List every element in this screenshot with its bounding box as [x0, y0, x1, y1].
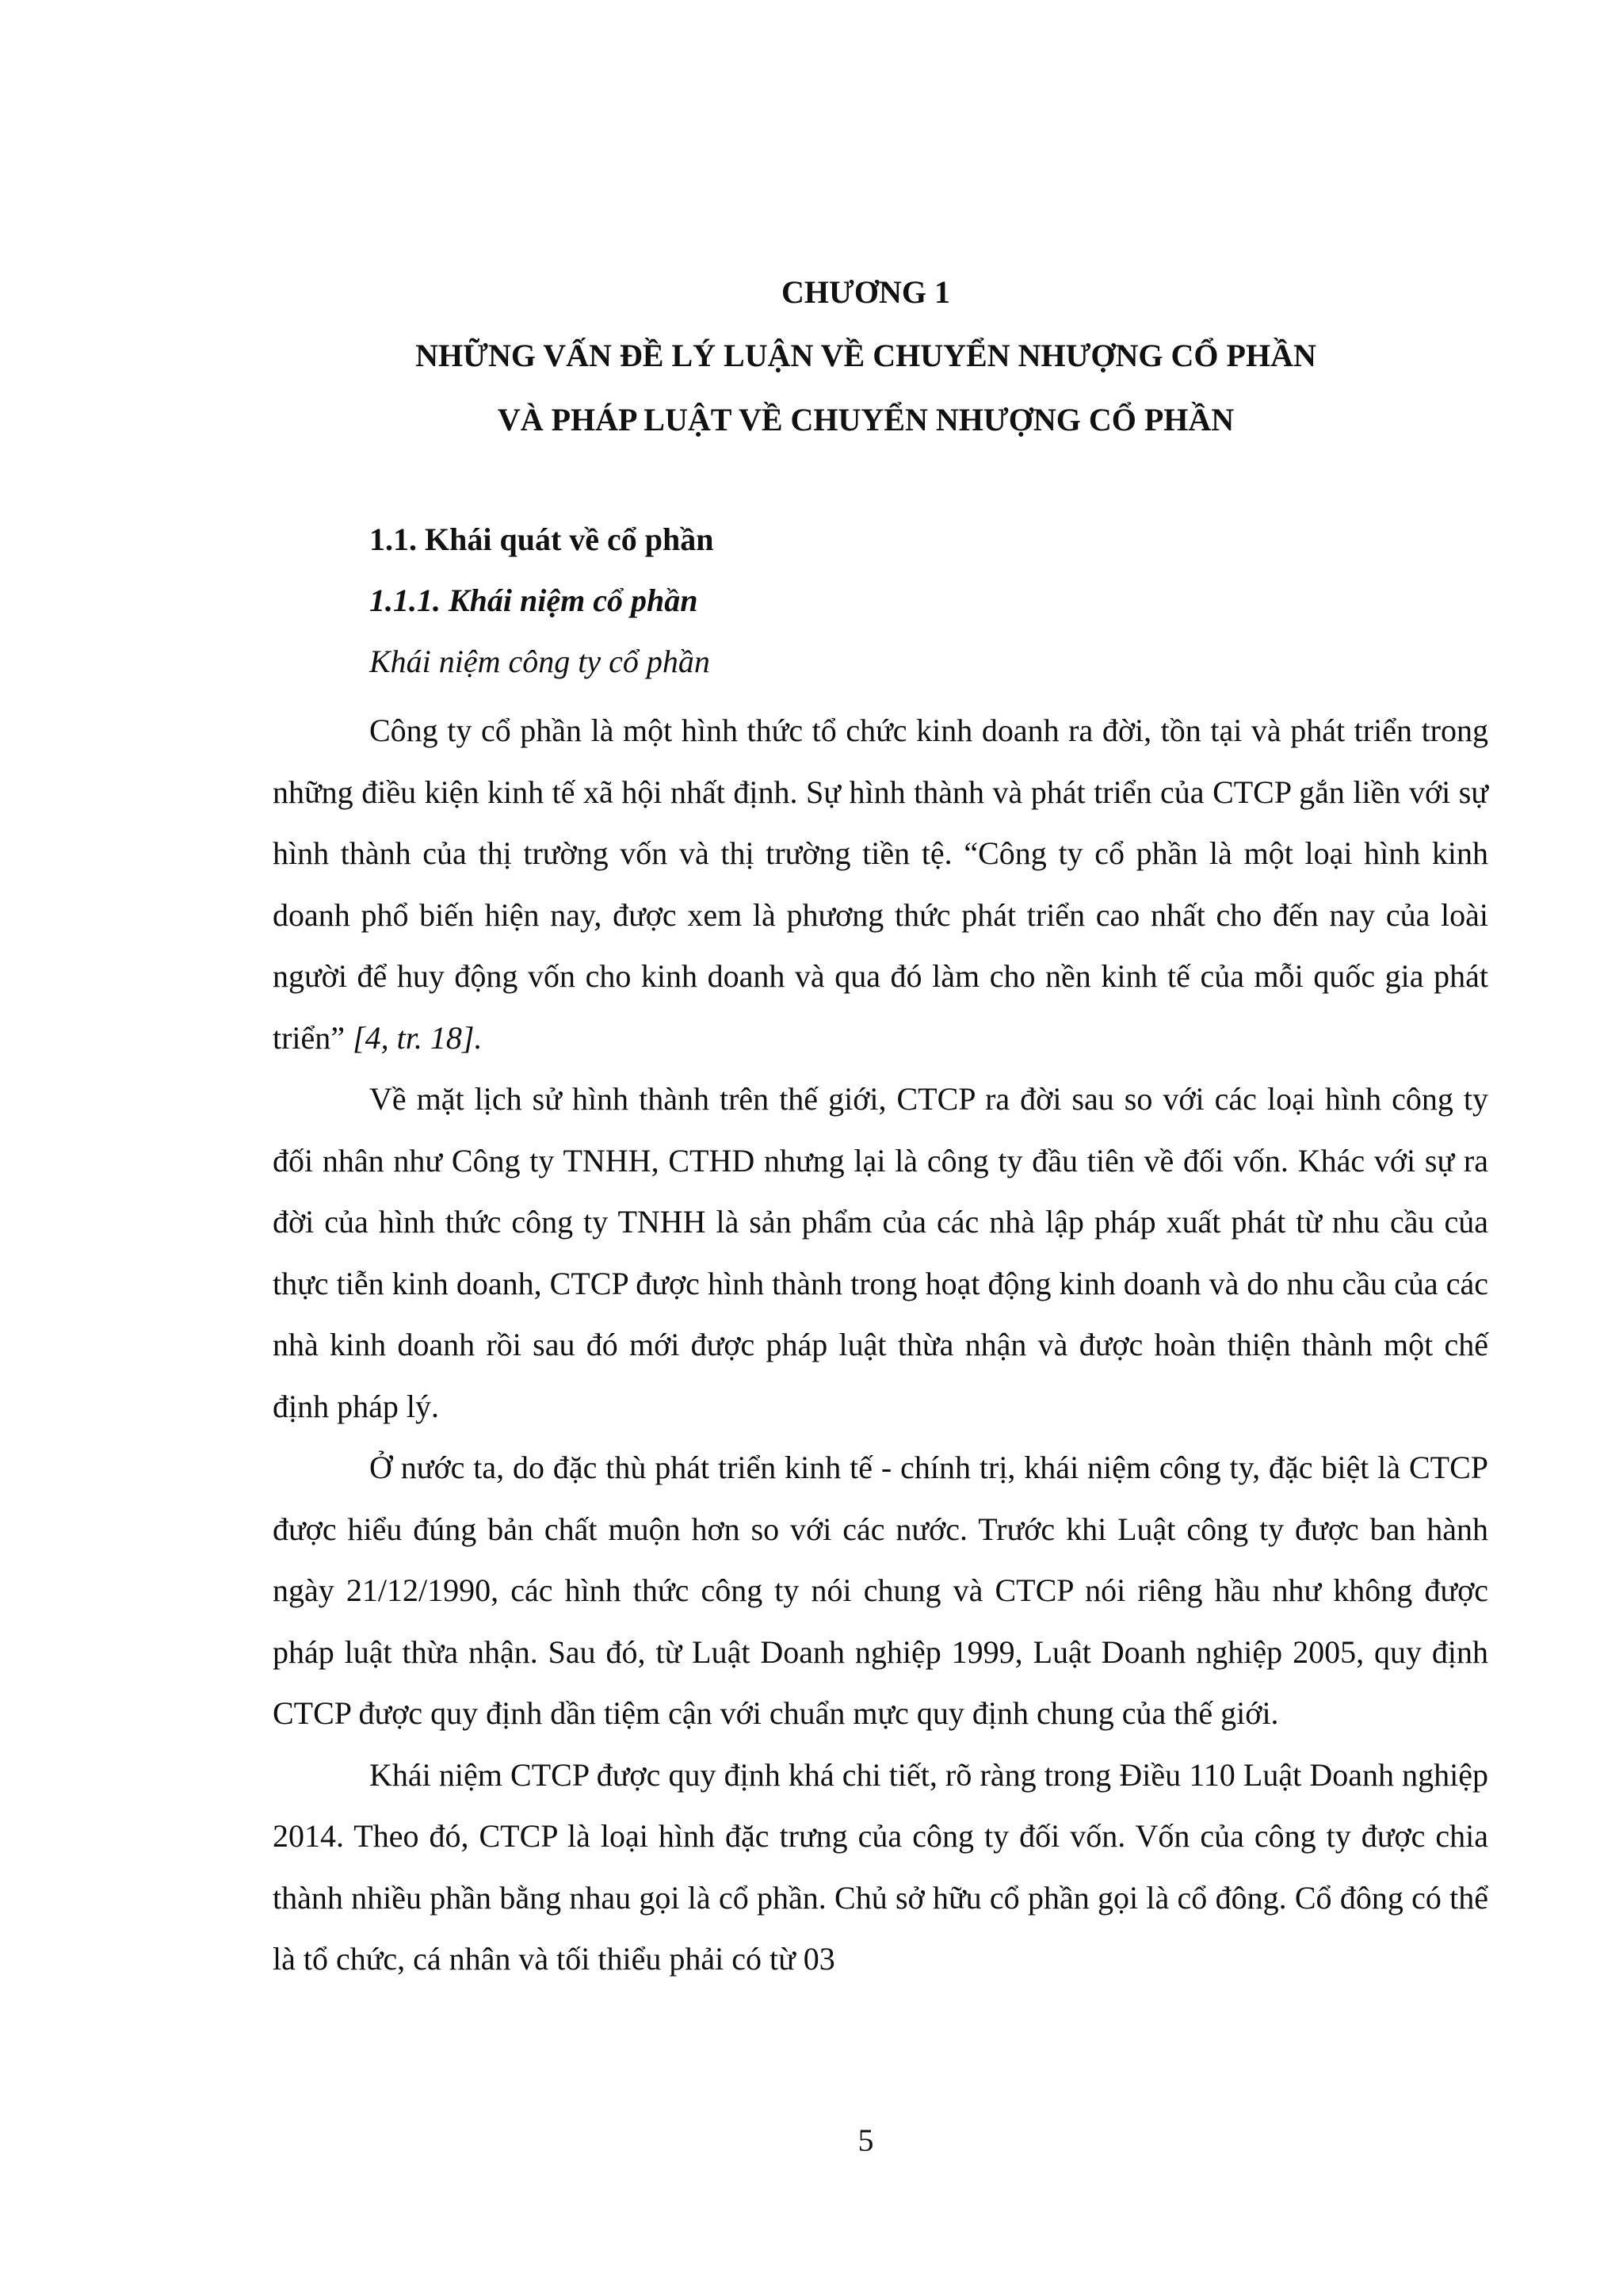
body-text	[273, 700, 1488, 1990]
chapter-number: CHƯƠNG 1	[781, 274, 950, 310]
concept-heading: Khái niệm công ty cổ phần	[369, 644, 710, 679]
paragraph-2: Về mặt lịch sử hình thành trên thế giới, CTCP ra đời sau so với các loại hình công ty đối nhân như Công ty TNHH, CTHD nhưng lại là công ty đầu tiên về đối vốn. Khác với sự ra đời của hình thức công ty TNHH là sản phẩm của các nhà lập pháp xuất phát từ nhu cầu của thực tiễn kinh doanh, CTCP được hình thành trong hoạt động kinh doanh và do nhu cầu của các nhà kinh doanh rồi sau đó mới được pháp luật thừa nhận và được hoàn thiện thành một chế định pháp lý.	[273, 1081, 1488, 1424]
section-heading: 1.1. Khái quát về cổ phần	[369, 521, 714, 557]
citation: [4, tr. 18].	[353, 1019, 483, 1056]
page-number: 5	[857, 2122, 874, 2158]
paragraph-3: Ở nước ta, do đặc thù phát triển kinh tế - chính trị, khái niệm công ty, đặc biệt là CTCP được hiểu đúng bản chất muộn hơn so với các nước. Trước khi Luật công ty được ban hành ngày 21/12/1990, các hình thức công ty nói chung và CTCP nói riêng hầu như không được pháp luật thừa nhận. Sau đó, từ Luật Doanh nghiệp 1999, Luật Doanh nghiệp 2005, quy định CTCP được quy định dần tiệm cận với chuẩn mực quy định chung của thế giới.	[273, 1450, 1488, 1731]
paragraph-4: Khái niệm CTCP được quy định khá chi tiết, rõ ràng trong Điều 110 Luật Doanh nghiệp 2014. Theo đó, CTCP là loại hình đặc trưng của công ty đối vốn. Vốn của công ty được chia thành nhiều phần bằng nhau gọi là cổ phần. Chủ sở hữu cổ phần gọi là cổ đông. Cổ đông có thể là tổ chức, cá nhân và tối thiểu phải có từ 03	[273, 1756, 1488, 1977]
subsection-heading: 1.1.1. Khái niệm cổ phần	[369, 583, 698, 618]
paragraph-1	[273, 700, 1488, 1068]
chapter-title-line-2: VÀ PHÁP LUẬT VỀ CHUYỂN NHƯỢNG CỔ PHẦN	[497, 402, 1235, 437]
paragraph-1-text: Công ty cổ phần là một hình thức tổ chức kinh doanh ra đời, tồn tại và phát triển trong những điều kiện kinh tế xã hội nhất định. Sự hình thành và phát triển của CTCP gắn liền với sự hình thành của thị trường vốn và thị trường tiền tệ. “Công ty cổ phần là một loại hình kinh doanh phổ biến hiện nay, được xem là phương thức phát triển cao nhất cho đến nay của loài người để huy động vốn cho kinh doanh và qua đó làm cho nền kinh tế của mỗi quốc gia phát triển”	[273, 712, 1488, 1056]
chapter-title-line-1: NHỮNG VẤN ĐỀ LÝ LUẬN VỀ CHUYỂN NHƯỢNG CỔ PHẦN	[415, 338, 1316, 373]
